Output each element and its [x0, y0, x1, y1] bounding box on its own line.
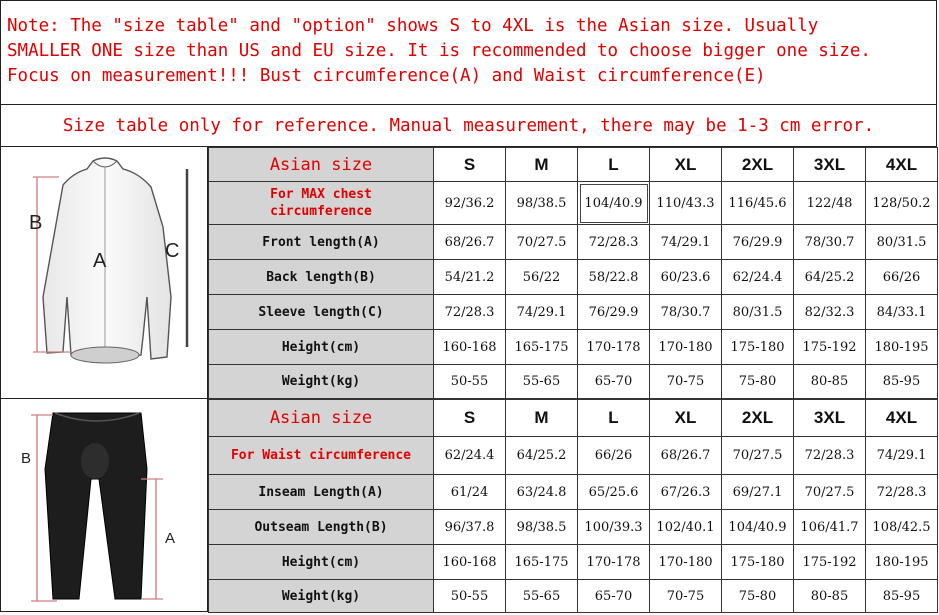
size-cell: 72/28.3 [866, 475, 938, 510]
size-cell: 116/45.6 [722, 182, 794, 225]
diagram-label-c: C [165, 240, 180, 262]
long-sleeve-jersey-icon [1, 147, 207, 397]
reference-note: Size table only for reference. Manual measurement, there may be 1-3 cm error. [0, 105, 937, 147]
size-cell: 50-55 [434, 580, 506, 613]
diagram-label-b: B [29, 212, 43, 234]
size-header: M [506, 148, 578, 182]
size-cell: 85-95 [866, 365, 938, 399]
size-cell: 70/27.5 [506, 225, 578, 260]
size-cell: 74/29.1 [650, 225, 722, 260]
table-row [209, 545, 938, 580]
size-cell: 110/43.3 [650, 182, 722, 225]
table-row [209, 182, 938, 225]
size-cell: 98/38.5 [506, 182, 578, 225]
row-label: Height(cm) [209, 545, 434, 580]
size-cell: 72/28.3 [434, 295, 506, 330]
pants-size-table [208, 399, 938, 613]
row-label: Height(cm) [209, 330, 434, 365]
size-cell: 65/25.6 [578, 475, 650, 510]
table-row [209, 510, 938, 545]
size-cell: 64/25.2 [794, 260, 866, 295]
size-cell: 74/29.1 [866, 437, 938, 475]
table-header-row [209, 400, 938, 437]
size-cell: 104/40.9 [722, 510, 794, 545]
size-cell: 62/24.4 [722, 260, 794, 295]
size-cell: 100/39.3 [578, 510, 650, 545]
table-row [209, 295, 938, 330]
size-cell: 70/27.5 [794, 475, 866, 510]
size-cell: 65-70 [578, 365, 650, 399]
size-cell: 55-65 [506, 365, 578, 399]
cycling-pants-icon [1, 399, 207, 611]
row-label: Outseam Length(B) [209, 510, 434, 545]
size-cell: 165-175 [506, 545, 578, 580]
size-cell: 68/26.7 [650, 437, 722, 475]
size-cell: 74/29.1 [506, 295, 578, 330]
jersey-diagram [0, 147, 208, 399]
size-header: 3XL [794, 400, 866, 437]
size-cell: 68/26.7 [434, 225, 506, 260]
size-cell: 56/22 [506, 260, 578, 295]
size-cell: 72/28.3 [578, 225, 650, 260]
table-row [209, 475, 938, 510]
size-cell: 102/40.1 [650, 510, 722, 545]
size-cell: 64/25.2 [506, 437, 578, 475]
note-line: Note: The "size table" and "option" shows S to 4XL is the Asian size. Usually [7, 16, 819, 36]
size-cell: 70-75 [650, 365, 722, 399]
size-cell: 70/27.5 [722, 437, 794, 475]
size-cell: 80/31.5 [722, 295, 794, 330]
size-cell: 82/32.3 [794, 295, 866, 330]
size-header: L [578, 148, 650, 182]
table-row [209, 365, 938, 399]
size-cell: 69/27.1 [722, 475, 794, 510]
asian-size-label: Asian size [209, 400, 434, 437]
note-line: SMALLER ONE size than US and EU size. It is recommended to choose bigger one size. [7, 41, 871, 61]
size-cell: 85-95 [866, 580, 938, 613]
size-header: 2XL [722, 400, 794, 437]
size-cell: 122/48 [794, 182, 866, 225]
size-cell: 180-195 [866, 545, 938, 580]
diagram-label-a: A [93, 250, 107, 272]
size-cell: 66/26 [578, 437, 650, 475]
row-label: Weight(kg) [209, 580, 434, 613]
size-note [0, 0, 937, 105]
row-label: Weight(kg) [209, 365, 434, 399]
diagram-label-a: A [165, 530, 176, 547]
row-label: Inseam Length(A) [209, 475, 434, 510]
table-row [209, 330, 938, 365]
size-cell: 128/50.2 [866, 182, 938, 225]
size-cell: 175-180 [722, 330, 794, 365]
table-row [209, 225, 938, 260]
size-cell: 70-75 [650, 580, 722, 613]
size-cell: 78/30.7 [794, 225, 866, 260]
size-cell: 175-192 [794, 330, 866, 365]
size-cell: 175-180 [722, 545, 794, 580]
size-cell: 160-168 [434, 330, 506, 365]
size-cell: 63/24.8 [506, 475, 578, 510]
size-cell: 160-168 [434, 545, 506, 580]
size-cell: 92/36.2 [434, 182, 506, 225]
size-cell: 170-180 [650, 545, 722, 580]
size-cell: 75-80 [722, 365, 794, 399]
size-cell: 60/23.6 [650, 260, 722, 295]
size-cell: 80-85 [794, 365, 866, 399]
pants-diagram [0, 399, 208, 612]
size-cell: 84/33.1 [866, 295, 938, 330]
row-label: Sleeve length(C) [209, 295, 434, 330]
size-cell: 106/41.7 [794, 510, 866, 545]
row-label: Front length(A) [209, 225, 434, 260]
size-header: XL [650, 148, 722, 182]
size-cell: 78/30.7 [650, 295, 722, 330]
size-header: M [506, 400, 578, 437]
row-label [209, 182, 434, 225]
note-line: Focus on measurement!!! Bust circumference(A) and Waist circumference(E) [7, 66, 766, 86]
size-cell: 165-175 [506, 330, 578, 365]
size-cell: 96/37.8 [434, 510, 506, 545]
row-label-line: circumference [270, 204, 372, 219]
size-header: 4XL [866, 148, 938, 182]
size-cell: 72/28.3 [794, 437, 866, 475]
size-cell: 80-85 [794, 580, 866, 613]
size-header: 3XL [794, 148, 866, 182]
size-cell: 54/21.2 [434, 260, 506, 295]
size-cell: 170-178 [578, 545, 650, 580]
size-cell: 67/26.3 [650, 475, 722, 510]
size-cell: 62/24.4 [434, 437, 506, 475]
row-label: Back length(B) [209, 260, 434, 295]
size-cell: 80/31.5 [866, 225, 938, 260]
size-cell: 61/24 [434, 475, 506, 510]
size-cell: 66/26 [866, 260, 938, 295]
table-row [209, 580, 938, 613]
size-header: 4XL [866, 400, 938, 437]
jersey-size-table [208, 147, 938, 399]
row-label-line: For MAX chest [270, 187, 372, 202]
size-cell: 76/29.9 [578, 295, 650, 330]
size-cell: 170-180 [650, 330, 722, 365]
table-row [209, 260, 938, 295]
size-cell: 55-65 [506, 580, 578, 613]
selected-size-cell[interactable]: 104/40.9 [578, 182, 650, 225]
diagram-label-b: B [21, 450, 32, 467]
size-header: 2XL [722, 148, 794, 182]
size-cell: 75-80 [722, 580, 794, 613]
row-label: For Waist circumference [209, 437, 434, 475]
size-header: XL [650, 400, 722, 437]
size-header: S [434, 400, 506, 437]
table-row [209, 437, 938, 475]
size-cell: 58/22.8 [578, 260, 650, 295]
size-cell: 170-178 [578, 330, 650, 365]
table-header-row [209, 148, 938, 182]
size-cell: 65-70 [578, 580, 650, 613]
size-header: S [434, 148, 506, 182]
size-cell: 50-55 [434, 365, 506, 399]
size-cell: 175-192 [794, 545, 866, 580]
size-cell: 98/38.5 [506, 510, 578, 545]
size-cell: 108/42.5 [866, 510, 938, 545]
size-cell: 76/29.9 [722, 225, 794, 260]
size-cell: 180-195 [866, 330, 938, 365]
size-header: L [578, 400, 650, 437]
asian-size-label: Asian size [209, 148, 434, 182]
